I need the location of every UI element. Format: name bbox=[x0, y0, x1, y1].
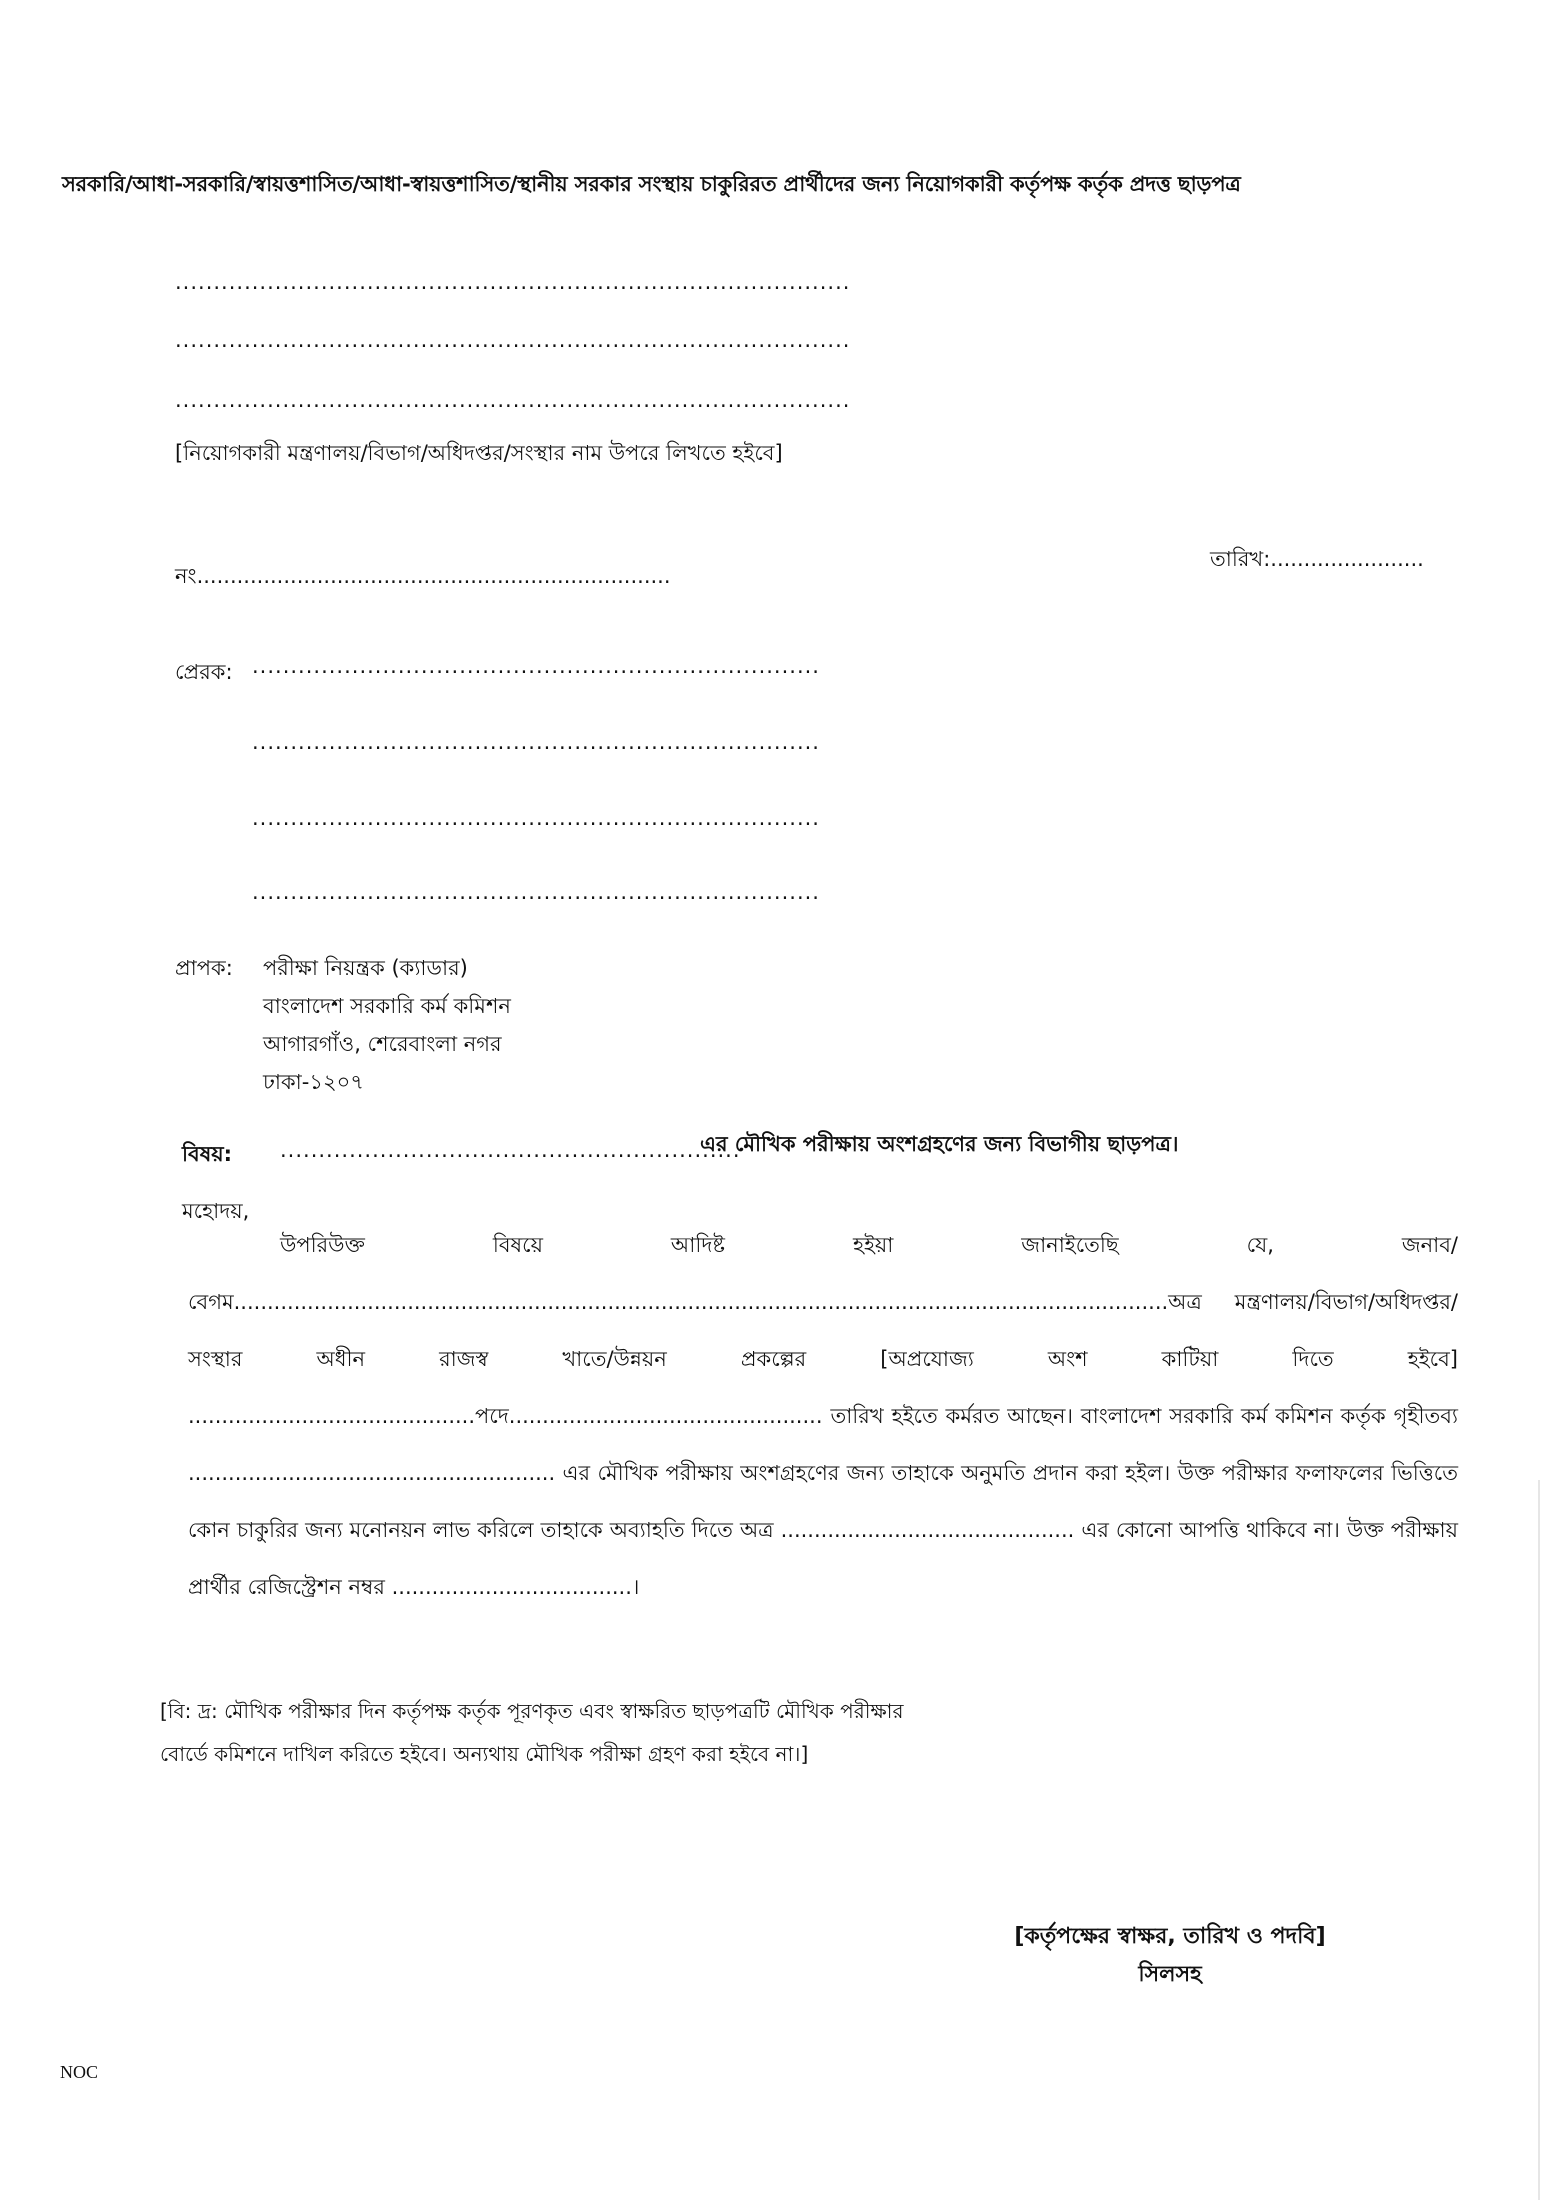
memo-number: নং....................................................................... bbox=[175, 564, 671, 588]
recipient-label: প্রাপক: bbox=[175, 956, 233, 980]
body-paragraph: উপরিউক্ত বিষয়ে আদিষ্ট হইয়া জানাইতেছি যে, জনাব/বেগম............................................................................................................................................অত্র মন্ত্রণালয়/বিভাগ/অধিদপ্তর/সংস্থার অধীন রাজস্ব খাতে/উন্নয়ন প্রকল্পের [অপ্রযোজ্য অংশ কাটিয়া দিতে হইবে] ...........................................পদে............................................... তারিখ হইতে কর্মরত আছেন। বাংলাদেশ সরকারি কর্ম কমিশন কর্তৃক গৃহীতব্য ....................................................... এর মৌখিক পরীক্ষায় অংশগ্রহণের জন্য তাহাকে অনুমতি প্রদান করা হইল। উক্ত পরীক্ষার ফলাফলের ভিত্তিতে কোন চাকুরির জন্য মনোনয়ন লাভ করিলে তাহাকে অব্যাহতি দিতে অত্র ............................................ এর কোনো আপত্তি থাকিবে না। উক্ত পরীক্ষায় প্রার্থীর রেজিস্ট্রেশন নম্বর ....................................। bbox=[188, 1233, 1458, 1599]
letter-date: তারিখ:....................... bbox=[1210, 547, 1424, 571]
subject-blank: ............................................................ bbox=[280, 1138, 741, 1162]
document-title: সরকারি/আধা-সরকারি/স্বায়ত্তশাসিত/আধা-স্বায়ত্তশাসিত/স্থানীয় সরকার সংস্থায় চাকুরিরত প্রার্থীদের জন্য নিয়োগকারী কর্তৃপক্ষ কর্তৃক প্রদত্ত ছাড়পত্র bbox=[62, 172, 1241, 196]
signature-line: [কর্তৃপক্ষের স্বাক্ষর, তারিখ ও পদবি] bbox=[1014, 1924, 1326, 1949]
sender-line-2: .......................................................................... bbox=[252, 730, 820, 754]
recipient-line-4: ঢাকা-১২০৭ bbox=[263, 1070, 364, 1094]
header-blank-line-2: ........................................................................................ bbox=[175, 328, 851, 352]
recipient-line-2: বাংলাদেশ সরকারি কর্ম কমিশন bbox=[263, 994, 511, 1018]
subject-label: বিষয়: bbox=[182, 1142, 233, 1166]
salutation: মহোদয়, bbox=[182, 1199, 250, 1223]
sender-label: প্রেরক: bbox=[175, 660, 233, 684]
recipient-line-3: আগারগাঁও, শেরেবাংলা নগর bbox=[263, 1032, 502, 1056]
header-blank-line-3: ........................................................................................ bbox=[175, 388, 851, 412]
sender-line-3: .......................................................................... bbox=[252, 806, 820, 830]
sender-line-4: .......................................................................... bbox=[252, 880, 820, 904]
subject-text: এর মৌখিক পরীক্ষায় অংশগ্রহণের জন্য বিভাগীয় ছাড়পত্র। bbox=[700, 1132, 1179, 1156]
sender-line-1: .......................................................................... bbox=[252, 654, 820, 678]
header-instruction: [নিয়োগকারী মন্ত্রণালয়/বিভাগ/অধিদপ্তর/সংস্থার নাম উপরে লিখতে হইবে] bbox=[175, 441, 783, 465]
footnote: [বি: দ্র: মৌখিক পরীক্ষার দিন কর্তৃপক্ষ কর্তৃক পূরণকৃত এবং স্বাক্ষরিত ছাড়পত্রটি মৌখিক পরীক্ষার বোর্ডে কমিশনে দাখিল করিতে হইবে। অন্যথায় মৌখিক পরীক্ষা গ্রহণ করা হইবে না।] bbox=[160, 1699, 904, 1766]
page-edge-shadow bbox=[1538, 1480, 1540, 2200]
footer-code: NOC bbox=[60, 2062, 99, 2082]
header-blank-line-1: ........................................................................................ bbox=[175, 270, 851, 294]
signature-block bbox=[990, 1918, 1350, 1994]
recipient-line-1: পরীক্ষা নিয়ন্ত্রক (ক্যাডার) bbox=[263, 956, 468, 980]
seal-line: সিলসহ bbox=[1138, 1962, 1202, 1987]
